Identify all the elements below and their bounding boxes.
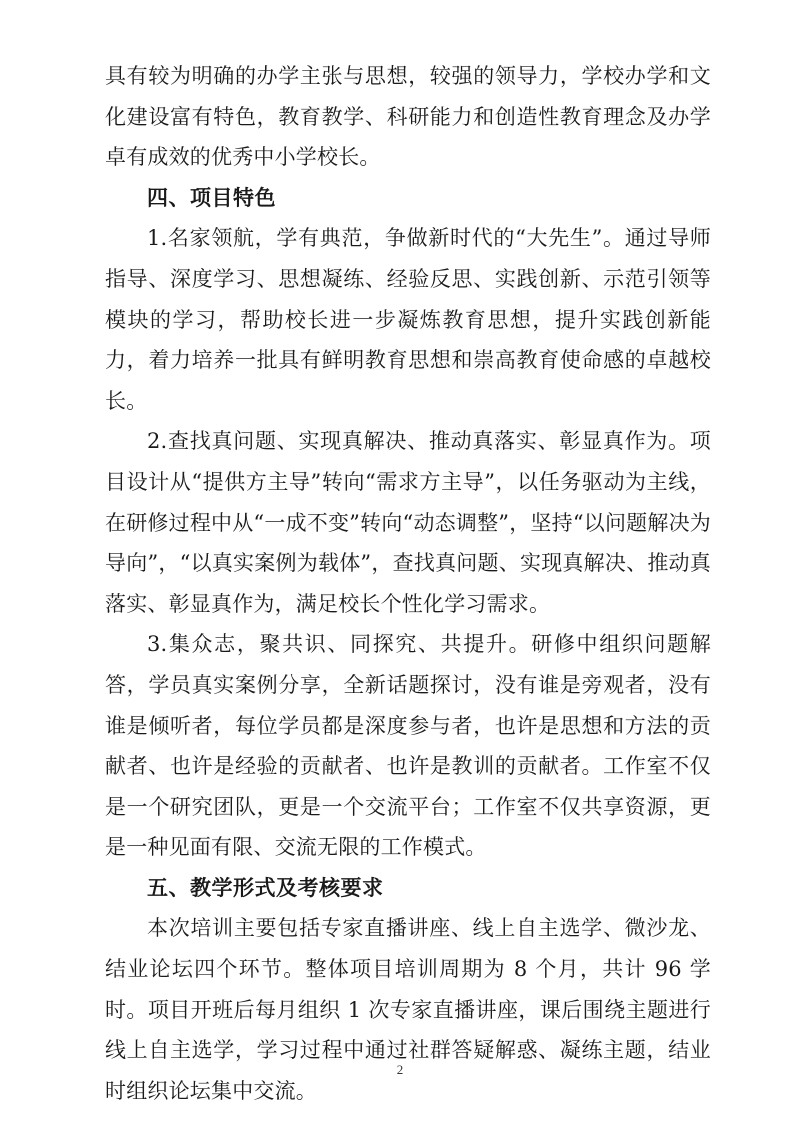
feature-paragraph-1: 1.名家领航，学有典范，争做新时代的“大先生”。通过导师指导、深度学习、思想凝练、经验反思、实践创新、示范引领等模块的学习，帮助校长进一步凝炼教育思想，提升实践创新能力，着力培养一批具有鲜明教育思想和崇高教育使命感的卓越校长。 xyxy=(105,226,711,413)
document-body xyxy=(105,56,711,1111)
section-heading-features: 四、项目特色 xyxy=(147,185,276,210)
feature-paragraph-2: 2.查找真问题、实现真解决、推动真落实、彰显真作为。项目设计从“提供方主导”转向“需求方主导”，以任务驱动为主线，在研修过程中从“一成不变”转向“动态调整”，坚持“以问题解决为导向”，“以真实案例为载体”，查找真问题、实现真解决、推动真落实、彰显真作为，满足校长个性化学习需求。 xyxy=(105,429,711,616)
feature-paragraph-3: 3.集众志，聚共识、同探究、共提升。研修中组织问题解答，学员真实案例分享，全新话题探讨，没有谁是旁观者，没有谁是倾听者，每位学员都是深度参与者，也许是思想和方法的贡献者、也许是经验的贡献者、也许是教训的贡献者。工作室不仅是一个研究团队，更是一个交流平台；工作室不仅共享资源，更是一种见面有限、交流无限的工作模式。 xyxy=(105,632,711,860)
intro-paragraph: 具有较为明确的办学主张与思想，较强的领导力，学校办学和文化建设富有特色，教育教学、科研能力和创造性教育理念及办学卓有成效的优秀中小学校长。 xyxy=(105,64,711,170)
teaching-form-paragraph: 本次培训主要包括专家直播讲座、线上自主选学、微沙龙、结业论坛四个环节。整体项目培训周期为 8 个月，共计 96 学时。项目开班后每月组织 1 次专家直播讲座，课后围绕主题进行线上自主选学，学习过程中通过社群答疑解惑、凝练主题，结业时组织论坛集中交流。 xyxy=(105,916,711,1103)
page-number: 2 xyxy=(396,1062,404,1077)
section-heading-teaching-form: 五、教学形式及考核要求 xyxy=(147,875,384,900)
